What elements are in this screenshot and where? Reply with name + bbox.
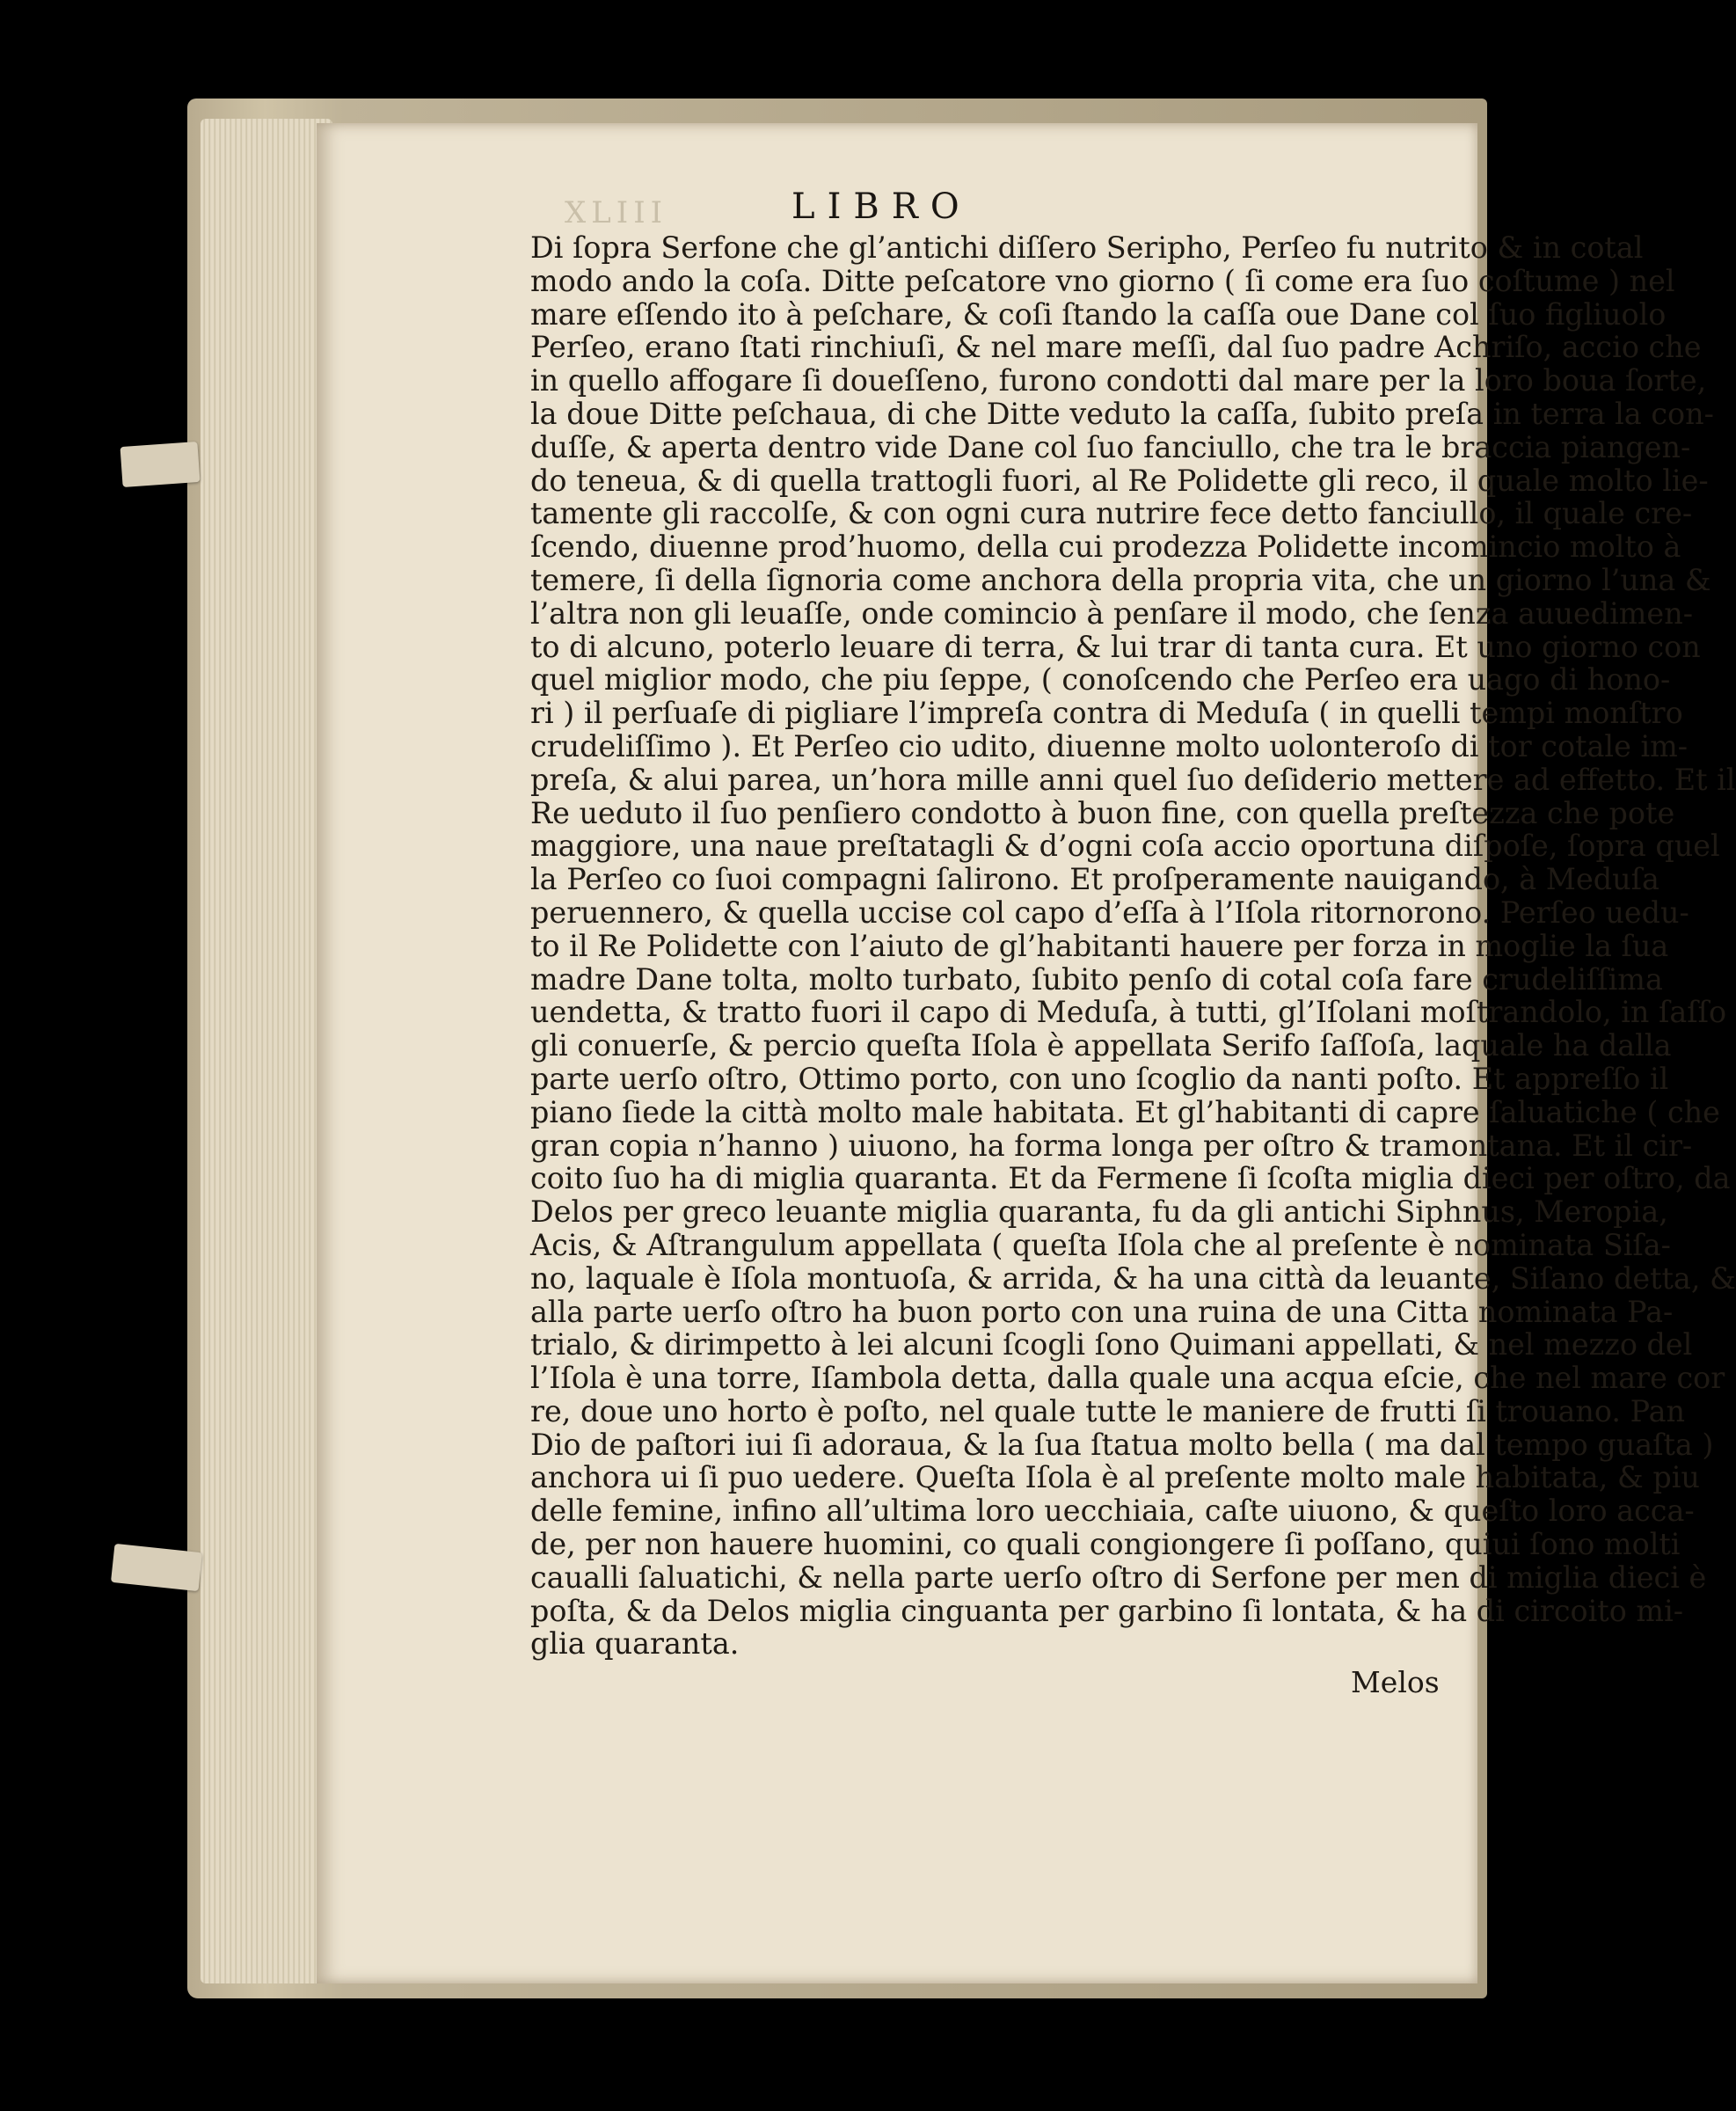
text-line: to di alcuno, poterlo leuare di terra, & lui trar di tanta cura. Et uno giorno con — [530, 629, 1701, 664]
text-line: preſa, & alui parea, un’hora mille anni quel ſuo deſiderio mettere ad effetto. Et il — [530, 762, 1736, 797]
text-line: Dio de paſtori iui ſi adoraua, & la ſua ſtatua molto bella ( ma dal tempo guaſta ) — [530, 1427, 1714, 1462]
text-line: uendetta, & tratto fuori il capo di Meduſa, à tutti, gl’Iſolani moſtrandolo, in ſaſſo — [530, 995, 1727, 1030]
text-line: madre Dane tolta, molto turbato, ſubito penſo di cotal coſa fare crudeliſſima — [530, 961, 1663, 997]
text-line: gli conuerſe, & percio queſta Iſola è appellata Serifo ſaſſoſa, laquale ha dalla — [530, 1028, 1672, 1063]
text-line: Perſeo, erano ſtati rinchiuſi, & nel mare meſſi, dal ſuo padre Achriſo, accio che — [530, 330, 1702, 365]
text-line: Di ſopra Serfone che gl’antichi diſſero Seripho, Perſeo fu nutrito & in cotal — [530, 230, 1644, 265]
ribbon-lower — [111, 1544, 202, 1591]
text-line: poſta, & da Delos miglia cinguanta per garbino ſi lontata, & ha di circoito mi- — [530, 1593, 1684, 1628]
text-line: re, doue uno horto è poſto, nel quale tutte le maniere de frutti ſi trouano. Pan — [530, 1393, 1686, 1428]
text-line: glia quaranta. — [530, 1626, 740, 1662]
text-line: l’altra non gli leuaſſe, onde comincio à penſare il modo, che ſenza auuedimen- — [530, 595, 1693, 631]
text-line: Delos per greco leuante miglia quaranta, fu da gli antichi Siphnus, Meropia, — [530, 1194, 1668, 1230]
text-line: parte uerſo oſtro, Ottimo porto, con uno ſcoglio da nanti poſto. Et appreſſo il — [530, 1061, 1669, 1096]
text-line: quel miglior modo, che piu ſeppe, ( conoſcendo che Perſeo era uago di hono- — [530, 662, 1671, 698]
text-line: trialo, & dirimpetto à lei alcuni ſcogli ſono Quimani appellati, & nel mezzo del — [530, 1327, 1693, 1362]
text-line: Acis, & Aſtrangulum appellata ( queſta Iſola che al preſente è nominata Siſa- — [530, 1227, 1671, 1262]
text-line: alla parte uerſo oſtro ha buon porto con una ruina de una Citta nominata Pa- — [530, 1294, 1674, 1329]
ribbon-upper — [120, 442, 201, 487]
text-line: gran copia n’hanno ) uiuono, ha forma longa per oſtro & tramontana. Et il cir- — [530, 1128, 1693, 1163]
text-line: maggiore, una naue preſtatagli & d’ogni coſa accio oportuna diſpoſe, ſopra quel — [530, 829, 1720, 864]
text-line: Re ueduto il ſuo penſiero condotto à buon fine, con quella preſtezza che pote — [530, 795, 1675, 830]
text-line: caualli ſaluatichi, & nella parte uerſo oſtro di Serfone per men di miglia dieci è — [530, 1560, 1707, 1595]
text-line: ſcendo, diuenne prod’huomo, della cui prodezza Polidette incomincio molto à — [530, 530, 1681, 565]
text-line: no, laquale è Iſola montuoſa, & arrida, & ha una città da leuante, Siſano detta, & — [530, 1260, 1736, 1296]
text-line: ri ) il perſuaſe di pigliare l’impreſa contra di Meduſa ( in quelli tempi monſtro — [530, 696, 1683, 731]
text-line: l’Iſola è una torre, Iſambola detta, dalla quale una acqua eſcie, che nel mare cor — [530, 1361, 1725, 1396]
body-text — [530, 230, 1736, 1662]
text-line: in quello affogare ſi doueſſeno, furono condotti dal mare per la loro boua ſorte, — [530, 363, 1707, 398]
text-line: to il Re Polidette con l’aiuto de gl’habitanti hauere per forza in moglie la ſua — [530, 928, 1669, 963]
text-line: tamente gli raccolſe, & con ogni cura nutrire fece detto fanciullo, il quale cre- — [530, 496, 1693, 531]
text-line: coito ſuo ha di miglia quaranta. Et da Fermene ſi ſcoſta miglia dieci per oſtro, da — [530, 1161, 1731, 1196]
text-line: crudeliſſimo ). Et Perſeo cio udito, diuenne molto uolonteroſo di tor cotale im- — [530, 728, 1689, 763]
text-line: mare eſſendo ito à peſchare, & coſi ſtando la caſſa oue Dane col ſuo figliuolo — [530, 296, 1667, 332]
text-line: delle femine, infino all’ultima loro uecchiaia, caſte uiuono, & queſto loro acca- — [530, 1494, 1695, 1529]
text-line: modo ando la coſa. Ditte peſcatore vno giorno ( ſi come era ſuo coſtume ) nel — [530, 263, 1675, 298]
text-line: temere, ſi della ſignoria come anchora della propria vita, che un giorno l’una & — [530, 562, 1711, 597]
catchword: Melos — [1351, 1665, 1440, 1699]
page-edges — [201, 119, 332, 1983]
folio-showthrough: XLIII — [565, 195, 668, 230]
text-line: piano ſiede la città molto male habitata. Et gl’habitanti di capre ſaluatiche ( che — [530, 1094, 1720, 1129]
text-line: de, per non hauere huomini, co quali congiongere ſi poſſano, quiui ſono molti — [530, 1527, 1681, 1562]
text-line: do teneua, & di quella trattogli fuori, al Re Polidette gli reco, il quale molto lie- — [530, 463, 1709, 498]
text-line: la Perſeo co ſuoi compagni ſalirono. Et proſperamente nauigando, à Meduſa — [530, 862, 1659, 897]
text-line: duſſe, & aperta dentro vide Dane col ſuo fanciullo, che tra le braccia piangen- — [530, 429, 1691, 464]
running-head: LIBRO — [791, 186, 972, 227]
text-line: la doue Ditte peſchaua, di che Ditte veduto la caſſa, ſubito preſa in terra la con- — [530, 396, 1714, 431]
text-line: anchora ui ſi puo uedere. Queſta Iſola è al preſente molto male habitata, & piu — [530, 1460, 1700, 1495]
text-line: peruennero, & quella uccise col capo d’eſſa à l’Iſola ritornorono. Perſeo uedu- — [530, 895, 1689, 930]
